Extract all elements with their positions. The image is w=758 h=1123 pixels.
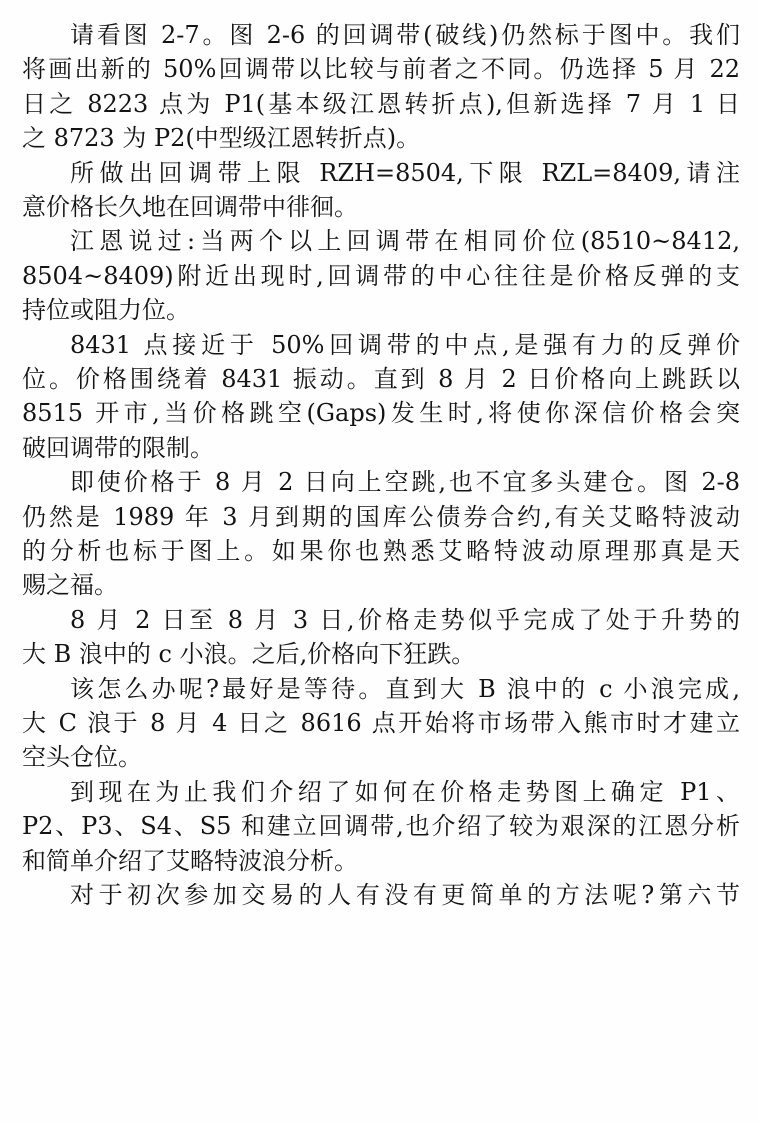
text-line: 8515 开市,当价格跳空(Gaps)发生时,将使你深信价格会突 bbox=[22, 399, 740, 427]
text-line: 大 B 浪中的 c 小浪。之后,价格向下狂跌。 bbox=[22, 640, 476, 668]
text-line: 的分析也标于图上。如果你也熟悉艾略特波动原理那真是天 bbox=[22, 537, 740, 565]
text-line: P2、P3、S4、S5 和建立回调带,也介绍了较为艰深的江恩分析 bbox=[22, 812, 740, 840]
text-line: 空头仓位。 bbox=[22, 743, 142, 771]
text-line: 对于初次参加交易的人有没有更简单的方法呢?第六节 bbox=[70, 881, 740, 909]
text-line: 所做出回调带上限 RZH=8504,下限 RZL=8409,请注 bbox=[70, 159, 740, 187]
text-line: 请看图 2-7。图 2-6 的回调带(破线)仍然标于图中。我们 bbox=[70, 21, 740, 49]
text-line: 该怎么办呢?最好是等待。直到大 B 浪中的 c 小浪完成, bbox=[70, 675, 740, 703]
text-line: 破回调带的限制。 bbox=[22, 434, 214, 462]
text-line: 江恩说过:当两个以上回调带在相同价位(8510~8412, bbox=[70, 227, 740, 255]
text-line: 赐之福。 bbox=[22, 571, 118, 599]
text-line: 即使价格于 8 月 2 日向上空跳,也不宜多头建仓。图 2-8 bbox=[70, 468, 740, 496]
text-line: 位。价格围绕着 8431 振动。直到 8 月 2 日价格向上跳跃以 bbox=[22, 365, 740, 393]
text-line: 8431 点接近于 50%回调带的中点,是强有力的反弹价 bbox=[70, 331, 740, 359]
text-line: 将画出新的 50%回调带以比较与前者之不同。仍选择 5 月 22 bbox=[22, 55, 740, 83]
text-line: 大 C 浪于 8 月 4 日之 8616 点开始将市场带入熊市时才建立 bbox=[22, 709, 740, 737]
text-line: 之 8723 为 P2(中型级江恩转折点)。 bbox=[22, 124, 421, 152]
text-line: 8 月 2 日至 8 月 3 日,价格走势似乎完成了处于升势的 bbox=[70, 606, 740, 634]
text-line: 和简单介绍了艾略特波浪分析。 bbox=[22, 847, 358, 875]
text-line: 仍然是 1989 年 3 月到期的国库公债券合约,有关艾略特波动 bbox=[22, 503, 740, 531]
text-line: 意价格长久地在回调带中徘徊。 bbox=[22, 193, 358, 221]
text-line: 8504~8409)附近出现时,回调带的中心往往是价格反弹的支 bbox=[22, 262, 740, 290]
text-line: 日之 8223 点为 P1(基本级江恩转折点),但新选择 7 月 1 日 bbox=[22, 90, 740, 118]
text-line: 到现在为止我们介绍了如何在价格走势图上确定 P1、 bbox=[70, 778, 740, 806]
text-line: 持位或阻力位。 bbox=[22, 296, 190, 324]
